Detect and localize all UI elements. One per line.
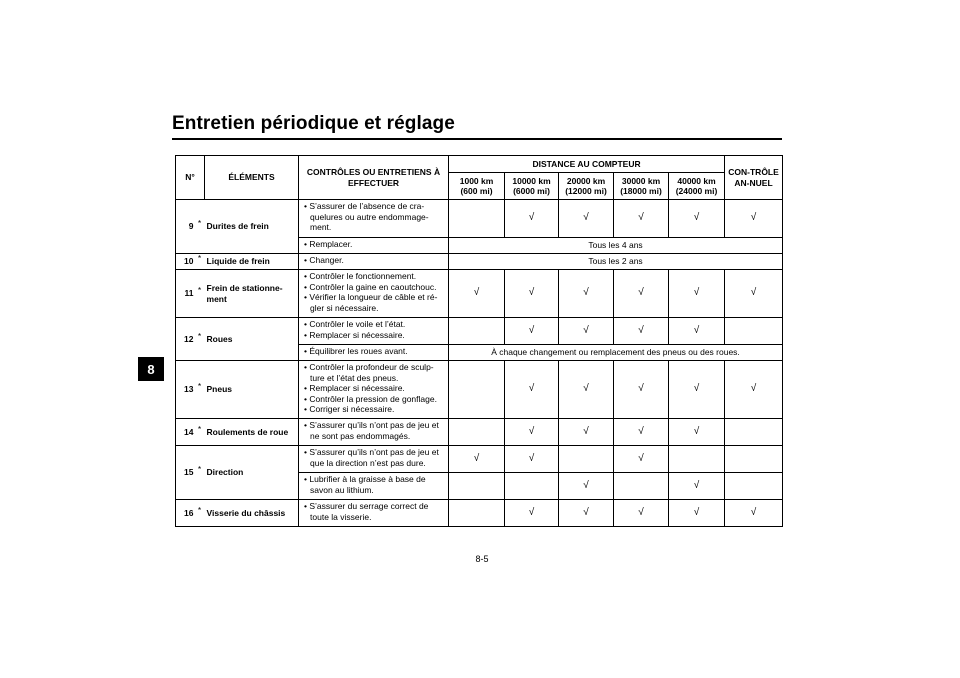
check-cell: √	[614, 200, 669, 238]
check-cell: √	[559, 200, 614, 238]
item-name: Durites de frein	[205, 200, 299, 254]
check-cell: √	[505, 318, 559, 345]
control-line: • Contrôler le voile et l’état.	[304, 319, 406, 329]
check-cell: √	[669, 270, 725, 318]
control-cell	[299, 200, 449, 238]
control-cell	[299, 318, 449, 345]
check-cell: √	[669, 419, 725, 446]
check-cell	[725, 318, 783, 345]
check-cell: √	[505, 361, 559, 419]
control-line: • Contrôler la profondeur de sculp-ture et l’état des pneus.	[304, 362, 434, 383]
asterisk-mark: *	[197, 218, 202, 229]
check-cell: √	[614, 361, 669, 419]
row-number: 16	[176, 500, 195, 527]
check-cell: √	[669, 473, 725, 500]
check-cell: √	[725, 361, 783, 419]
control-line: • Remplacer si nécessaire.	[304, 383, 405, 393]
item-name: Pneus	[205, 361, 299, 419]
check-cell	[449, 200, 505, 238]
header-controls: CONTRÔLES OU ENTRETIENS À EFFECTUER	[299, 156, 449, 200]
page-number: 8-5	[475, 554, 489, 564]
interval-text: Tous les 2 ans	[449, 254, 783, 270]
check-cell: √	[449, 446, 505, 473]
check-cell: √	[505, 200, 559, 238]
control-cell	[299, 238, 449, 254]
control-line: • Remplacer.	[304, 239, 353, 249]
row-number: 12	[176, 318, 195, 361]
asterisk-mark: *	[197, 423, 202, 434]
header-d2: 10000 km (6000 mi)	[505, 173, 559, 200]
control-line: • Vérifier la longueur de câble et ré-gler si nécessaire.	[304, 292, 438, 313]
check-cell: √	[614, 270, 669, 318]
row-number: 11	[176, 270, 195, 318]
item-name: Visserie du châssis	[205, 500, 299, 527]
check-cell: √	[669, 200, 725, 238]
check-cell	[449, 473, 505, 500]
check-cell: √	[725, 200, 783, 238]
control-line: • Changer.	[304, 255, 344, 265]
check-cell: √	[614, 446, 669, 473]
control-line: • S’assurer du serrage correct de toute la visserie.	[304, 501, 429, 522]
header-d5: 40000 km (24000 mi)	[669, 173, 725, 200]
check-cell: √	[559, 361, 614, 419]
check-cell: √	[614, 419, 669, 446]
maintenance-table	[175, 155, 783, 527]
check-cell: √	[614, 318, 669, 345]
check-cell: √	[559, 473, 614, 500]
control-cell	[299, 270, 449, 318]
control-line: • Contrôler le fonctionnement.	[304, 271, 417, 281]
control-line: • Contrôler la pression de gonflage.	[304, 393, 437, 404]
check-cell: √	[505, 270, 559, 318]
asterisk-mark: *	[197, 330, 202, 341]
control-line: • S’assurer de l’absence de cra-quelures ou autre endommage-ment.	[304, 201, 429, 232]
control-cell	[299, 419, 449, 446]
check-cell	[449, 318, 505, 345]
item-name: Liquide de frein	[205, 254, 299, 270]
check-cell: √	[449, 270, 505, 318]
check-cell: √	[725, 270, 783, 318]
asterisk-mark: *	[197, 381, 202, 392]
asterisk-mark: *	[197, 504, 202, 515]
check-cell	[505, 473, 559, 500]
header-no: N°	[176, 156, 205, 200]
check-cell	[725, 419, 783, 446]
check-cell: √	[505, 500, 559, 527]
item-name: Frein de stationne-ment	[205, 270, 299, 318]
check-cell	[669, 446, 725, 473]
header-d4: 30000 km (18000 mi)	[614, 173, 669, 200]
header-d3: 20000 km (12000 mi)	[559, 173, 614, 200]
item-name: Roues	[205, 318, 299, 361]
check-cell: √	[614, 500, 669, 527]
row-number: 14	[176, 419, 195, 446]
row-number: 13	[176, 361, 195, 419]
control-line: • Lubrifier à la graisse à base de savon au lithium.	[304, 474, 426, 495]
header-distance: DISTANCE AU COMPTEUR	[449, 156, 725, 173]
control-line: • S’assurer qu’ils n’ont pas de jeu et que la direction n’est pas dure.	[304, 447, 439, 468]
check-cell: √	[669, 361, 725, 419]
interval-text: Tous les 4 ans	[449, 238, 783, 254]
check-cell: √	[725, 500, 783, 527]
header-annual: CON-TRÔLE AN-NUEL	[725, 156, 783, 200]
check-cell: √	[669, 318, 725, 345]
item-name: Roulements de roue	[205, 419, 299, 446]
check-cell	[449, 361, 505, 419]
item-name: Direction	[205, 446, 299, 500]
control-cell	[299, 345, 449, 361]
control-cell	[299, 446, 449, 473]
asterisk-mark: *	[197, 253, 202, 264]
check-cell: √	[559, 318, 614, 345]
page-title: Entretien périodique et réglage	[172, 113, 455, 134]
asterisk-mark: *	[197, 285, 202, 296]
control-line: • Équilibrer les roues avant.	[304, 346, 408, 356]
check-cell	[614, 473, 669, 500]
check-cell	[449, 500, 505, 527]
control-cell	[299, 473, 449, 500]
interval-text: À chaque changement ou remplacement des pneus ou des roues.	[449, 345, 783, 361]
check-cell	[725, 446, 783, 473]
row-number: 10	[176, 254, 195, 270]
row-number: 15	[176, 446, 195, 500]
header-elements: ÉLÉMENTS	[205, 156, 299, 200]
check-cell	[559, 446, 614, 473]
control-cell	[299, 361, 449, 419]
asterisk-mark: *	[197, 464, 202, 475]
control-cell	[299, 500, 449, 527]
control-line: • Contrôler la gaine en caoutchouc.	[304, 281, 437, 292]
check-cell	[449, 419, 505, 446]
chapter-tab: 8	[138, 357, 164, 381]
check-cell: √	[505, 446, 559, 473]
check-cell: √	[559, 270, 614, 318]
control-line: • Remplacer si nécessaire.	[304, 329, 405, 340]
title-rule	[172, 138, 782, 140]
row-number: 9	[176, 200, 195, 254]
check-cell: √	[505, 419, 559, 446]
control-cell	[299, 254, 449, 270]
control-line: • S’assurer qu’ils n’ont pas de jeu et ne sont pas endommagés.	[304, 420, 439, 441]
header-d1: 1000 km (600 mi)	[449, 173, 505, 200]
check-cell: √	[559, 419, 614, 446]
control-line: • Corriger si nécessaire.	[304, 404, 395, 414]
check-cell: √	[669, 500, 725, 527]
check-cell: √	[559, 500, 614, 527]
check-cell	[725, 473, 783, 500]
